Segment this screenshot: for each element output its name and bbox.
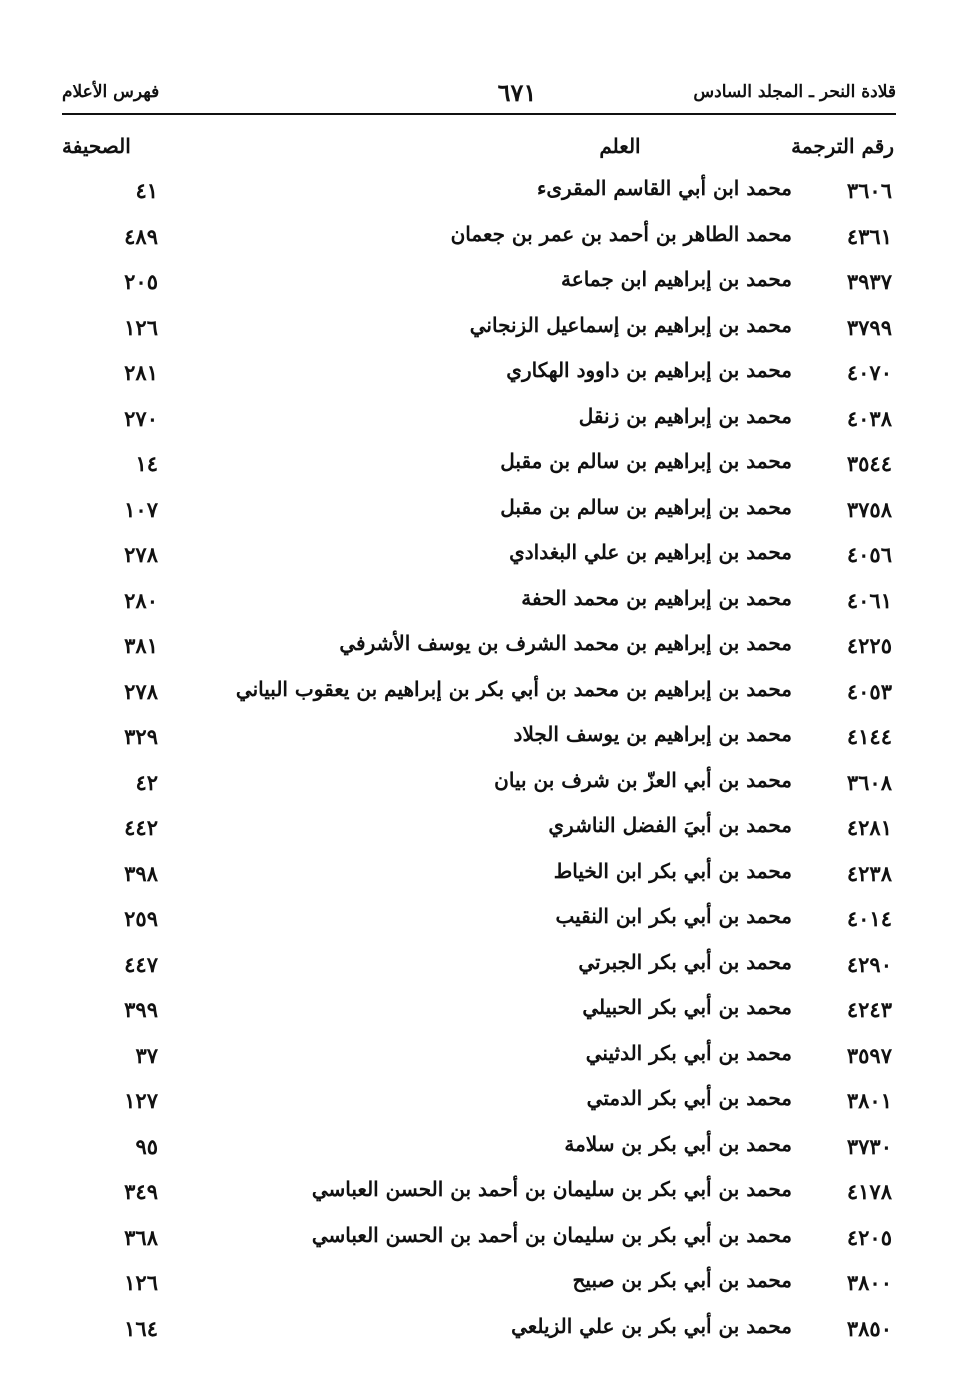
- table-row: [0, 398, 956, 443]
- entry-number: ٣٨٠١: [846, 1088, 892, 1113]
- entry-name: محمد بن إبراهيم بن سالم بن مقبل: [500, 449, 792, 473]
- entry-number: ٣٧٥٨: [846, 496, 892, 522]
- entry-name: محمد بن أبي بكر الدمتي: [586, 1086, 792, 1110]
- column-header-number: رقم الترجمة: [791, 134, 894, 158]
- entry-page: ٩٥: [135, 1133, 158, 1159]
- table-row: [0, 762, 956, 807]
- entry-number: ٤٢٤٣: [846, 997, 892, 1022]
- table-row: [0, 1217, 956, 1262]
- entry-number: ٣٧٣٠: [846, 1133, 892, 1159]
- running-head: [62, 78, 896, 114]
- table-row: [0, 1171, 956, 1216]
- entry-name: محمد بن أبي بكر بن علي الزيلعي: [511, 1313, 792, 1338]
- entry-name: محمد بن أبي بكر ابن الخياط: [553, 858, 792, 883]
- section-title: فهرس الأعلام: [62, 82, 160, 102]
- entry-number: ٤٢٨١: [846, 815, 892, 840]
- table-row: [0, 216, 956, 261]
- entry-number: ٣٥٩٧: [846, 1042, 892, 1068]
- entry-name: محمد بن أبي العزّ بن شرف بن بيان: [494, 767, 792, 792]
- table-row: [0, 944, 956, 989]
- entry-page: ٢٨١: [124, 360, 158, 385]
- book-title: قلادة النحر ـ المجلد السادس: [693, 82, 896, 102]
- table-row: [0, 1262, 956, 1307]
- entry-number: ٤١٧٨: [846, 1179, 892, 1204]
- entry-number: ٣٦٠٦: [846, 178, 892, 203]
- entry-name: محمد بن إبراهيم بن محمد بن أبي بكر بن إبراهيم بن يعقوب البياني: [235, 676, 792, 701]
- entry-page: ٤٤٧: [124, 951, 158, 977]
- table-row: [0, 1308, 956, 1353]
- entry-page: ١٢٧: [124, 1088, 158, 1113]
- entry-name: محمد بن أبي بكر بن سلامة: [564, 1131, 792, 1156]
- entry-name: محمد بن أبي بكر بن سليمان بن أحمد بن الحسن العباسي: [311, 1222, 792, 1247]
- entry-number: ٤٢٣٨: [846, 860, 892, 886]
- entry-number: ٣٨٥٠: [846, 1315, 892, 1341]
- entry-page: ٢٧٨: [124, 542, 158, 567]
- entry-page: ٢٠٥: [124, 269, 158, 294]
- table-row: [0, 1080, 956, 1125]
- entry-name: محمد بن إبراهيم بن يوسف الجلاد: [513, 722, 792, 746]
- entry-number: ٤٠٦١: [846, 587, 892, 613]
- entry-page: ٣٢٩: [124, 724, 158, 749]
- entry-number: ٤٠١٤: [846, 906, 892, 931]
- entry-name: محمد بن إبراهيم بن علي البغدادي: [509, 540, 792, 564]
- entry-page: ٣٤٩: [124, 1179, 158, 1204]
- entry-page: ٣٩٨: [124, 860, 158, 886]
- column-header-name: العلم: [599, 134, 641, 158]
- entry-page: ٢٧٠: [124, 405, 158, 431]
- table-row: [0, 443, 956, 488]
- entry-page: ٣٨١: [124, 633, 158, 658]
- entry-number: ٤٢٩٠: [846, 951, 892, 977]
- entry-page: ٣٩٩: [124, 997, 158, 1022]
- entry-name: محمد بن أبي بكر بن سليمان بن أحمد بن الحسن العباسي: [311, 1177, 792, 1201]
- entry-page: ١٤: [135, 451, 158, 476]
- entry-name: محمد بن إبراهيم بن إسماعيل الزنجاني: [469, 312, 792, 337]
- entry-name: محمد بن أبي بكر الحبيلي: [582, 995, 792, 1019]
- entry-name: محمد بن أبيَ الفضل الناشري: [548, 813, 792, 837]
- entry-name: محمد بن أبي بكر بن صبيح: [572, 1268, 792, 1292]
- entry-number: ٤٠٣٨: [846, 405, 892, 431]
- entry-name: محمد بن إبراهيم بن سالم بن مقبل: [500, 494, 792, 519]
- entry-name: محمد بن أبي بكر ابن النقيب: [555, 904, 792, 928]
- entry-number: ٣٥٤٤: [846, 451, 892, 476]
- entry-name: محمد بن إبراهيم بن زنقل: [578, 403, 792, 428]
- entry-number: ٤٢٠٥: [846, 1224, 892, 1250]
- table-row: [0, 352, 956, 397]
- entry-page: ١٠٧: [124, 496, 158, 522]
- table-row: [0, 671, 956, 716]
- page-number: ٦٧١: [497, 78, 537, 107]
- entry-name: محمد بن أبي بكر الجبرتي: [578, 949, 792, 974]
- entry-name: محمد بن إبراهيم ابن جماعة: [561, 267, 792, 291]
- table-row: [0, 898, 956, 943]
- entry-page: ٤٨٩: [124, 223, 158, 249]
- entry-number: ٣٩٣٧: [846, 269, 892, 294]
- table-row: [0, 625, 956, 670]
- entry-name: محمد بن إبراهيم بن محمد الشرف بن يوسف الأشرفي: [339, 631, 792, 655]
- entry-number: ٤٠٥٣: [846, 678, 892, 704]
- entry-number: ٤١٤٤: [846, 724, 892, 749]
- table-row: [0, 1035, 956, 1080]
- entry-name: محمد الطاهر بن أحمد بن عمر بن جعمان: [450, 221, 792, 246]
- entry-number: ٣٧٩٩: [846, 314, 892, 340]
- table-row: [0, 489, 956, 534]
- entry-page: ٤٤٢: [124, 815, 158, 840]
- table-row: [0, 261, 956, 306]
- table-row: [0, 534, 956, 579]
- entry-number: ٤٢٢٥: [846, 633, 892, 658]
- header-rule: [62, 113, 896, 115]
- entry-number: ٣٨٠٠: [846, 1270, 892, 1295]
- entry-name: محمد بن أبي بكر الدثيني: [585, 1040, 792, 1065]
- entry-page: ٢٥٩: [124, 906, 158, 931]
- table-row: [0, 580, 956, 625]
- entry-page: ٤٢: [135, 769, 158, 795]
- entry-number: ٤٣٦١: [846, 223, 892, 249]
- column-header-page: الصحيفة: [62, 134, 131, 158]
- entry-name: محمد بن إبراهيم بن داوود الهكاري: [506, 358, 792, 382]
- table-row: [0, 716, 956, 761]
- entry-page: ١٢٦: [124, 314, 158, 340]
- entry-name: محمد ابن أبي القاسم المقرىء: [536, 176, 792, 200]
- entry-page: ٤١: [135, 178, 158, 203]
- entry-page: ٢٨٠: [124, 587, 158, 613]
- entry-page: ٢٧٨: [124, 678, 158, 704]
- entry-page: ٣٧: [135, 1042, 158, 1068]
- table-row: [0, 989, 956, 1034]
- table-row: [0, 307, 956, 352]
- entry-number: ٣٦٠٨: [846, 769, 892, 795]
- table-row: [0, 807, 956, 852]
- table-row: [0, 853, 956, 898]
- entry-number: ٤٠٥٦: [846, 542, 892, 567]
- entry-number: ٤٠٧٠: [846, 360, 892, 385]
- entry-page: ١٦٤: [124, 1315, 158, 1341]
- entry-page: ٣٦٨: [124, 1224, 158, 1250]
- entry-page: ١٢٦: [124, 1270, 158, 1295]
- entry-name: محمد بن إبراهيم بن محمد الحفة: [521, 585, 792, 610]
- table-row: [0, 170, 956, 215]
- table-row: [0, 1126, 956, 1171]
